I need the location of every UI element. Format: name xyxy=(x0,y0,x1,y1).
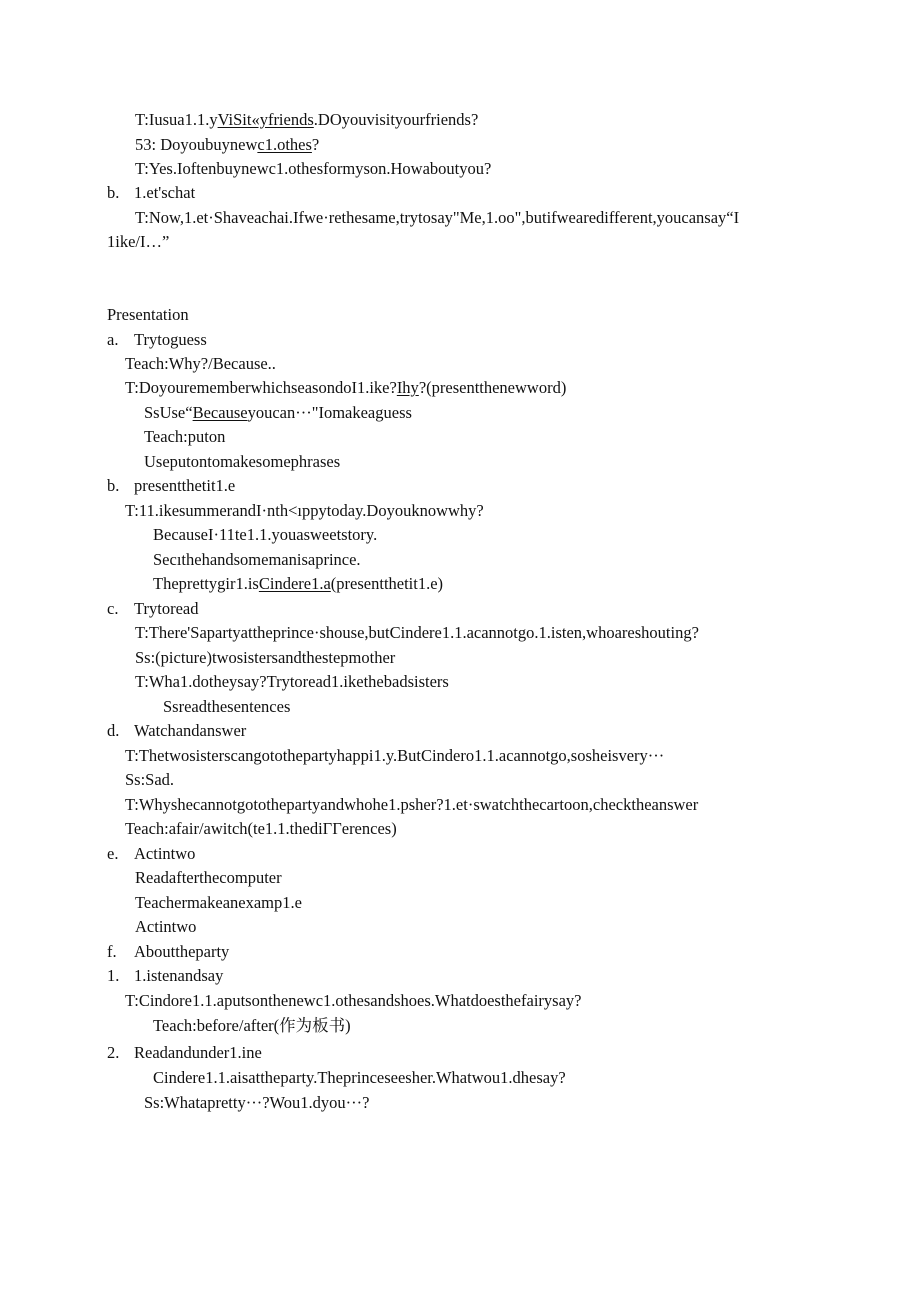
dialogue-line: Actintwo xyxy=(135,917,197,936)
dialogue-line: Teach:before/after(作为板书) xyxy=(153,1016,351,1035)
dialogue-line: Readafterthecomputer xyxy=(135,868,282,887)
dialogue-line: T:11.ikesummerandI·nth<ıppytoday.Doyouknowwhy? xyxy=(125,501,484,520)
list-item: a. Trytoguess xyxy=(107,330,207,349)
list-item: b. presentthetit1.e xyxy=(107,476,236,495)
list-item: 2. Readandunder1.ine xyxy=(107,1043,262,1062)
dialogue-line: Ss:Whatapretty···?Wou1.dyou···? xyxy=(144,1093,370,1112)
dialogue-line: T:Wha1.dotheysay?Trytoread1.ikethebadsisters xyxy=(135,672,449,691)
dialogue-line: Ss:(picture)twosistersandthestepmother xyxy=(135,648,396,667)
dialogue-line: T:Whyshecannotgotothepartyandwhohe1.psher?1.et·swatchthecartoon,checktheanswer xyxy=(125,795,699,814)
dialogue-line: Theprettygir1.isCindere1.a(presentthetit1.e) xyxy=(153,574,444,593)
dialogue-line: Cindere1.1.aisattheparty.Theprinceseesher.Whatwou1.dhesay? xyxy=(153,1068,566,1087)
dialogue-line: Teachermakeanexamp1.e xyxy=(135,893,302,912)
list-item: d. Watchandanswer xyxy=(107,721,247,740)
dialogue-line: Teach:afair/awitch(te1.1.thediΓΓerences) xyxy=(125,819,397,838)
dialogue-line: Teach:Why?/Because.. xyxy=(125,354,276,373)
dialogue-line: 1ike/I…” xyxy=(107,232,170,251)
dialogue-line: 53: Doyoubuynewc1.othes? xyxy=(135,135,320,154)
dialogue-line: BecauseI·11te1.1.youasweetstory. xyxy=(153,525,378,544)
dialogue-line: Ssreadthesentences xyxy=(163,697,291,716)
section-heading: Presentation xyxy=(107,305,189,324)
dialogue-line: Secıthehandsomemanisaprince. xyxy=(153,550,361,569)
dialogue-line: T:Thetwosisterscangotothepartyhappi1.y.ButCindero1.1.acannotgo,sosheisvery··· xyxy=(125,746,665,765)
list-item: c. Trytoread xyxy=(107,599,199,618)
dialogue-line: T:Now,1.et·Shaveachai.Ifwe·rethesame,trytosay"Me,1.oo",butifwearedifferent,youcansay“I xyxy=(135,208,740,227)
dialogue-line: Teach:puton xyxy=(144,427,226,446)
dialogue-line: T:Cindore1.1.aputsonthenewc1.othesandshoes.Whatdoesthefairysay? xyxy=(125,991,582,1010)
dialogue-line: SsUse“Becauseyoucan···"Iomakeaguess xyxy=(144,403,412,422)
list-item: f. Abouttheparty xyxy=(107,942,230,961)
dialogue-line: Useputontomakesomephrases xyxy=(144,452,341,471)
dialogue-line: T:DoyourememberwhichseasondoI1.ike?Ihy?(presentthenewword) xyxy=(125,378,567,397)
list-item: b. 1.et'schat xyxy=(107,183,196,202)
list-item: e. Actintwo xyxy=(107,844,196,863)
dialogue-line: T:Yes.Ioftenbuynewc1.othesformyson.Howaboutyou? xyxy=(135,159,492,178)
list-item: 1. 1.istenandsay xyxy=(107,966,224,985)
dialogue-line: Ss:Sad. xyxy=(125,770,175,789)
dialogue-line: T:Iusua1.1.yViSit«yfriends.DOyouvisityourfriends? xyxy=(135,110,479,129)
dialogue-line: T:There'Sapartyattheprince·shouse,butCindere1.1.acannotgo.1.isten,whoareshouting? xyxy=(135,623,699,642)
